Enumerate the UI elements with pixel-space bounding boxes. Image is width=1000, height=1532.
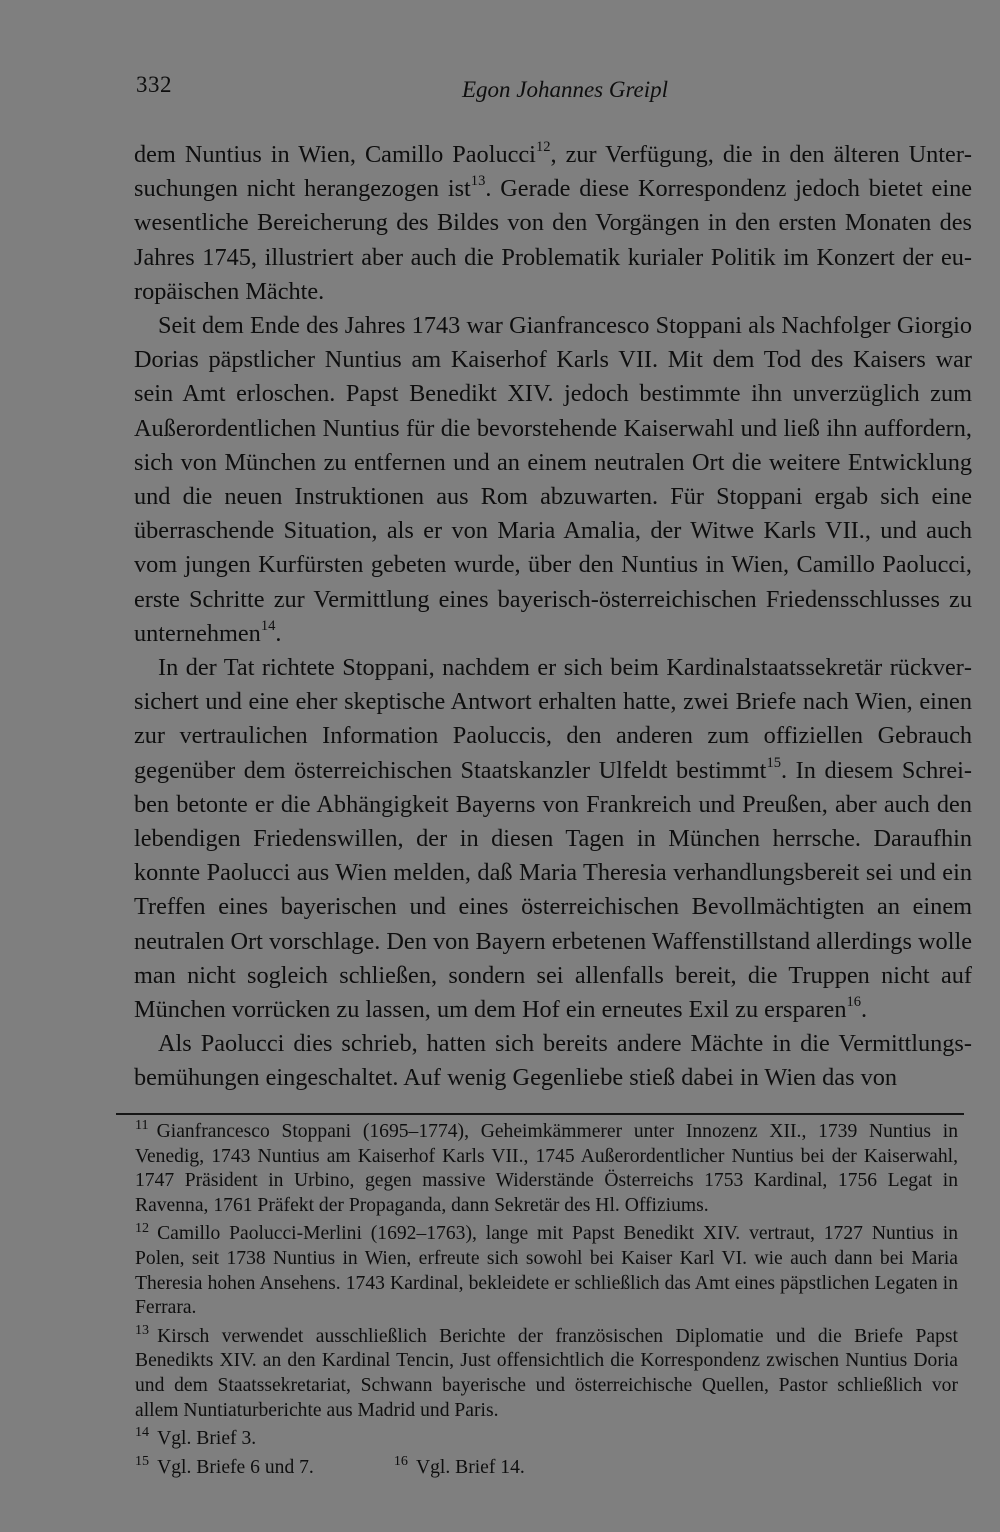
footnote-text: Kirsch verwendet ausschließlich Berichte der französischen Diplomatie und die Briefe Papst Benedikts XIV. an den Kardinal Tencin, Just offensichtlich die Korrespondenz zwischen Nuntius Doria und dem Staatssekretariat, Schwann bayerische und österreichische Quellen, Pastor schließlich vor allem Nuntiaturberichte aus Madrid und Paris. (135, 1325, 958, 1421)
page-number: 332 (136, 72, 172, 97)
footnote-16 (314, 1452, 525, 1481)
text-segment: , zur Verfügung, die in den älteren Untersuchungen nicht herangezogen ist (134, 141, 973, 203)
paragraph-2 (134, 309, 972, 651)
body-text (134, 138, 972, 1096)
footnotes (108, 1117, 958, 1484)
footnote-text: Vgl. Briefe 6 und 7. (157, 1456, 314, 1478)
paragraph-3 (134, 651, 972, 1027)
footnote-14 (108, 1424, 958, 1452)
footnote-11 (108, 1117, 958, 1218)
footnote-number: 15 (135, 1452, 150, 1469)
footnote-number: 12 (135, 1219, 150, 1236)
text-segment: . (275, 619, 282, 647)
footnote-text: Camillo Paolucci-Merlini (1692–1763), lange mit Papst Benedikt XIV. vertraut, 1727 Nuntius in Polen, seit 1738 Nuntius in Wien, erfreute sich sowohl bei Kaiser Karl VI. wie auch dann bei Maria Theresia hohen Ansehens. 1743 Kardinal, bekleidete er schließlich das Amt eines päpstlichen Legaten in Ferrara. (135, 1223, 958, 1319)
footnote-divider (116, 1113, 964, 1115)
text-segment: Seit dem Ende des Jahres 1743 war Gianfrancesco Stoppani als Nachfolger Giorgio Dorias päpstlicher Nuntius am Kaiserhof Karls VII. Mit dem Tod des Kaisers war sein Amt erloschen. Papst Benedikt XIV. jedoch bestimmte ihn unverzüglich zum Außerordentlichen Nuntius für die bevorstehende Kaiserwahl und ließ ihn auffordern, sich von München zu entfernen und an einem neutralen Ort die weitere Entwicklung und die neuen Instruktionen aus Rom abzuwarten. Für Stoppani ergab sich eine überraschende Situation, als er von Maria Amalia, der Witwe Karls VII., und auch vom jungen Kurfürsten gebeten wurde, über den Nuntius in Wien, Camillo Paolucci, erste Schritte zur Vermittlung eines bayerisch-österreichischen Friedensschlusses zu unternehmen (134, 312, 972, 647)
footnote-number: 13 (135, 1322, 150, 1338)
footnote-number: 14 (135, 1424, 150, 1441)
text-segment: . In diesem Schreiben betonte er die Abhängigkeit Bayerns von Frankreich und Preußen, aber auch den lebendigen Friedenswillen, der in diesen Tagen in München herrsche. Daraufhin konnte Paolucci aus Wien melden, daß Maria Theresia verhandlungsbereit sei und ein Treffen eines bayerischen und eines österreichischen Bevollmächtigten an einem neutralen Ort vorschlage. Den von Bayern erbetenen Waffenstillstand allerdings wolle man nicht sogleich schließen, sondern sei allenfalls bereit, die Truppen nicht auf München vorrücken zu lassen, um dem Hof ein erneutes Exil zu ersparen (134, 756, 972, 1024)
text-segment: . (861, 996, 868, 1024)
text-segment: In der Tat richtete Stoppani, nachdem er sich beim Kardinalstaatssekretär rückversichert und eine eher skeptische Antwort erhalten hatte, zwei Briefe nach Wien, einen zur vertraulichen Information Paoluccis, den anderen zum offiziellen Gebrauch gegenüber dem österreichischen Staatskanzler Ulfeldt bestimmt (134, 654, 972, 784)
text-segment: Als Paolucci dies schrieb, hatten sich bereits andere Mächte in die Vermittlungsbemühungen eingeschaltet. Auf wenig Gegenliebe stieß dabei in Wien das von (134, 1030, 972, 1092)
running-head: Egon Johannes Greipl (461, 77, 669, 102)
footnote-row (108, 1452, 958, 1481)
paragraph-4 (134, 1027, 972, 1095)
footnote-ref-16[interactable]: 16 (846, 994, 862, 1011)
footnote-ref-12[interactable]: 12 (535, 139, 551, 156)
footnote-13 (108, 1322, 958, 1423)
footnote-text: Vgl. Brief 3. (157, 1428, 257, 1450)
footnote-ref-13[interactable]: 13 (470, 173, 486, 190)
footnote-number: 16 (393, 1452, 408, 1469)
footnote-text: Vgl. Brief 14. (415, 1456, 525, 1478)
footnote-number: 11 (135, 1117, 149, 1134)
footnote-12 (108, 1219, 958, 1320)
text-segment: dem Nuntius in Wien, Camillo Paolucci (134, 141, 536, 168)
text-segment: . Gerade diese Korrespondenz jedoch bietet eine wesentliche Bereicherung des Bildes von den Vorgängen in den ersten Monaten des Jahres 1745, illustriert aber auch die Problematik kurialer Politik im Konzert der europäischen Mächte. (134, 175, 972, 305)
footnote-ref-14[interactable]: 14 (260, 617, 276, 634)
footnote-text: Gianfrancesco Stoppani (1695–1774), Geheimkämmerer unter Innozenz XII., 1739 Nuntius in Venedig, 1743 Nuntius am Kaiserhof Karls VII., 1745 Außerordentlicher Nuntius bei der Kaiserwahl, 1747 Präsident in Urbino, gegen massive Widerstände Österreichs 1753 Kardinal, 1756 Legat in Ravenna, 1761 Präfekt der Propaganda, dann Sekretär des Hl. Offiziums. (135, 1121, 958, 1216)
footnote-ref-15[interactable]: 15 (766, 754, 782, 771)
paragraph-1 (134, 138, 972, 309)
footnote-15 (108, 1452, 314, 1481)
